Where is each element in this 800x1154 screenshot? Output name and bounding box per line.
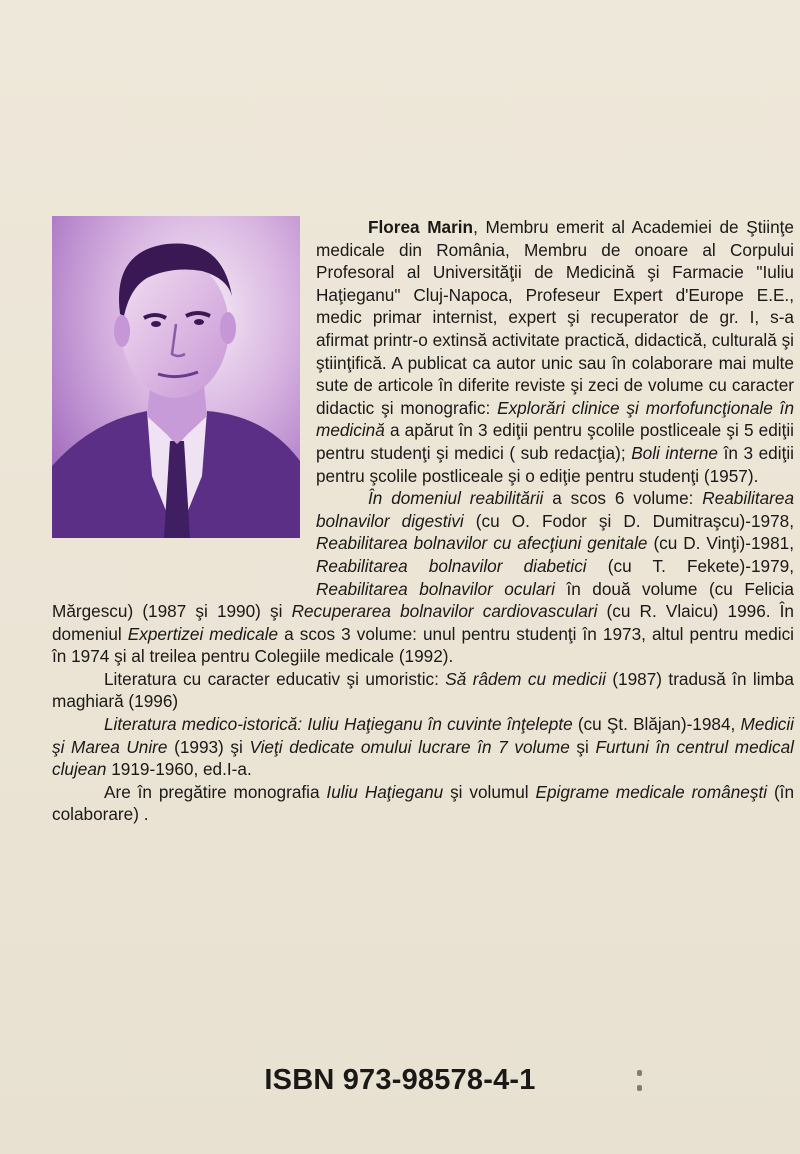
bio-paragraph-3: Literatura cu caracter educativ şi umoristic: Să râdem cu medicii (1987) tradusă în limba maghiară (1996) — [52, 668, 794, 712]
bio-paragraph-2: În domeniul reabilitării a scos 6 volume: Reabilitarea bolnavilor digestivi (cu O. Fodor şi D. Dumitraşcu)-1978, Reabilitarea bolnavilor cu afecţiuni genitale (cu D. Vinţi)-1981, Reabilitarea bolnavilor diabetici (cu T. Fekete)-1979, Reabilitarea bolnavilor oculari în două volume (cu Felicia Mărgescu) (1987 şi 1990) şi Recuperarea bolnavilor cardiovasculari (cu R. Vlaicu) 1996. În domeniul Expertizei medicale a scos 3 volume: unul pentru studenţi în 1973, altul pentru medici în 1974 şi al treilea pentru Colegiile medicale (1992). — [52, 488, 795, 667]
bio-paragraph-4: Literatura medico-istorică: Iuliu Haţieganu în cuvinte înţelepte (cu Şt. Blăjan)-1984, Medicii şi Marea Unire (1993) şi Vieţi dedicate omului lucrare în 7 volume şi Furtuni în centrul medical clujean 1919-1960, ed.I-a. — [52, 714, 794, 780]
print-marks — [637, 1070, 642, 1100]
isbn-number: ISBN 973-98578-4-1 — [264, 1064, 536, 1096]
author-name: Florea Marin — [368, 217, 474, 237]
biography-text — [52, 216, 794, 826]
bio-paragraph-5: Are în pregătire monografia Iuliu Haţieganu şi volumul Epigrame medicale româneşti (în colaborare) . — [52, 781, 794, 825]
bio-paragraph-1: Florea Marin, Membru emerit al Academiei de Ştiinţe medicale din România, Membru de onoare al Corpului Profesoral al Universităţii de Medicină şi Farmacie "Iuliu Haţieganu" Cluj-Napoca, Profeseur Expert d'Europe E.E., medic primar internist, expert şi recuperator de gr. I, s-a afirmat printr-o extinsă activitate practică, didactică, culturală şi ştiinţifică. A publicat ca autor unic sau în colaborare mai multe sute de articole în diferite reviste şi zeci de volume cu caracter didactic şi monografic: Explorări clinice şi morfofuncţionale în medicină a apărut în 3 ediţii pentru şcolile postliceale şi 5 ediţii pentru studenţi şi medici ( sub redacţia); Boli interne în 3 ediţii pentru şcolile postliceale şi o ediţie pentru studenţi (1957). — [316, 217, 794, 486]
